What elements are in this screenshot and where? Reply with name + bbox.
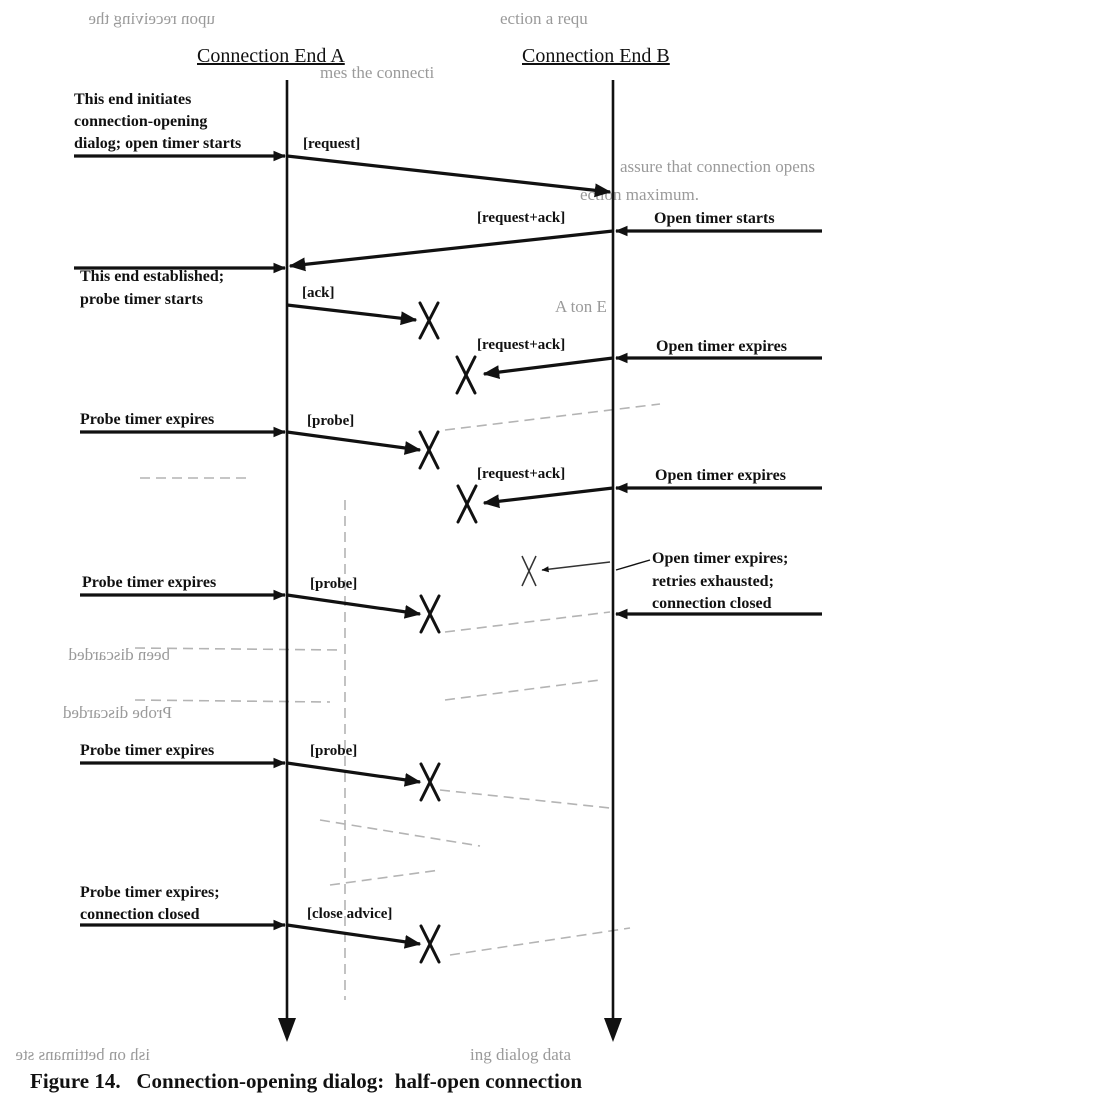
lifeline-a-arrowhead [278, 1018, 296, 1042]
message-arrow-request-ack [484, 488, 613, 503]
lost-message-x-mark [421, 764, 439, 800]
end-a-note-3: Probe timer expires [80, 411, 215, 428]
svg-text:mes the connecti: mes the connecti [320, 63, 435, 82]
message-label-close-advice: [close advice] [307, 906, 393, 922]
svg-text:assure that connection opens: assure that connection opens [620, 157, 815, 176]
lost-message-x-mark [421, 596, 439, 632]
lost-message-x-mark [457, 357, 475, 393]
svg-text:Probe discarded: Probe discarded [62, 703, 172, 722]
svg-text:upon receiving the: upon receiving the [88, 9, 215, 28]
message-label-request-ack: [request+ack] [477, 210, 566, 226]
end-a-note-6 [80, 884, 220, 923]
end-b-note-4 [652, 550, 788, 612]
end-b-note-1: Open timer starts [654, 210, 775, 227]
svg-text:Probe timer expires;: Probe timer expires; [80, 884, 220, 901]
end-a-note-1 [74, 91, 241, 152]
svg-text:A ton E: A ton E [555, 297, 607, 316]
svg-text:connection closed: connection closed [80, 906, 200, 923]
end-a-header: Connection End A [197, 45, 345, 67]
message-label-probe: [probe] [310, 743, 358, 759]
lost-message-x-mark-faint [522, 556, 536, 586]
lost-message-x-mark [421, 926, 439, 962]
message-label-request: [request] [303, 136, 361, 152]
message-label-probe: [probe] [310, 576, 358, 592]
message-label-probe: [probe] [307, 413, 355, 429]
svg-text:ish on bettimans ste: ish on bettimans ste [15, 1045, 150, 1064]
message-arrow-probe [287, 763, 420, 782]
svg-text:connection closed: connection closed [652, 595, 772, 612]
lost-message-x-mark [420, 432, 438, 468]
message-arrow-request [287, 156, 610, 192]
end-b-header: Connection End B [522, 45, 670, 67]
end-a-note-2 [80, 268, 224, 308]
svg-text:dialog; open timer starts: dialog; open timer starts [74, 135, 242, 152]
message-label-ack: [ack] [302, 285, 335, 301]
message-arrow-ack [287, 305, 416, 320]
svg-text:been discarded: been discarded [68, 645, 170, 664]
message-arrow-request-ack [484, 358, 613, 374]
end-b-event-arrow-thin [616, 560, 650, 570]
lost-message-x-mark [420, 303, 438, 338]
svg-text:ection maximum.: ection maximum. [580, 185, 699, 204]
svg-text:ection a requ: ection a requ [500, 9, 588, 28]
svg-text:ing dialog data: ing dialog data [470, 1045, 572, 1064]
end-a-note-5: Probe timer expires [80, 742, 215, 759]
message-label-request-ack: [request+ack] [477, 337, 566, 353]
lost-message-x-mark [458, 486, 476, 522]
lifeline-b-arrowhead [604, 1018, 622, 1042]
figure-caption: Figure 14. Connection-opening dialog: half-open connection [30, 1069, 583, 1093]
end-b-note-3: Open timer expires [655, 467, 786, 484]
end-a-note-4: Probe timer expires [82, 574, 217, 591]
message-arrow-probe [287, 432, 420, 450]
svg-text:retries exhausted;: retries exhausted; [652, 573, 774, 590]
message-arrow-request-ack [290, 231, 613, 266]
svg-text:Open timer expires;: Open timer expires; [652, 550, 789, 567]
svg-text:probe timer starts: probe timer starts [80, 291, 203, 308]
svg-text:connection-opening: connection-opening [74, 113, 208, 130]
end-b-note-2: Open timer expires [656, 338, 787, 355]
svg-text:This end initiates: This end initiates [74, 91, 192, 108]
message-arrow-close-advice [287, 925, 420, 944]
message-arrow-request-ack-faint [542, 562, 610, 570]
svg-text:This end established;: This end established; [80, 268, 225, 285]
message-arrow-probe [287, 595, 420, 614]
message-label-request-ack: [request+ack] [477, 466, 566, 482]
